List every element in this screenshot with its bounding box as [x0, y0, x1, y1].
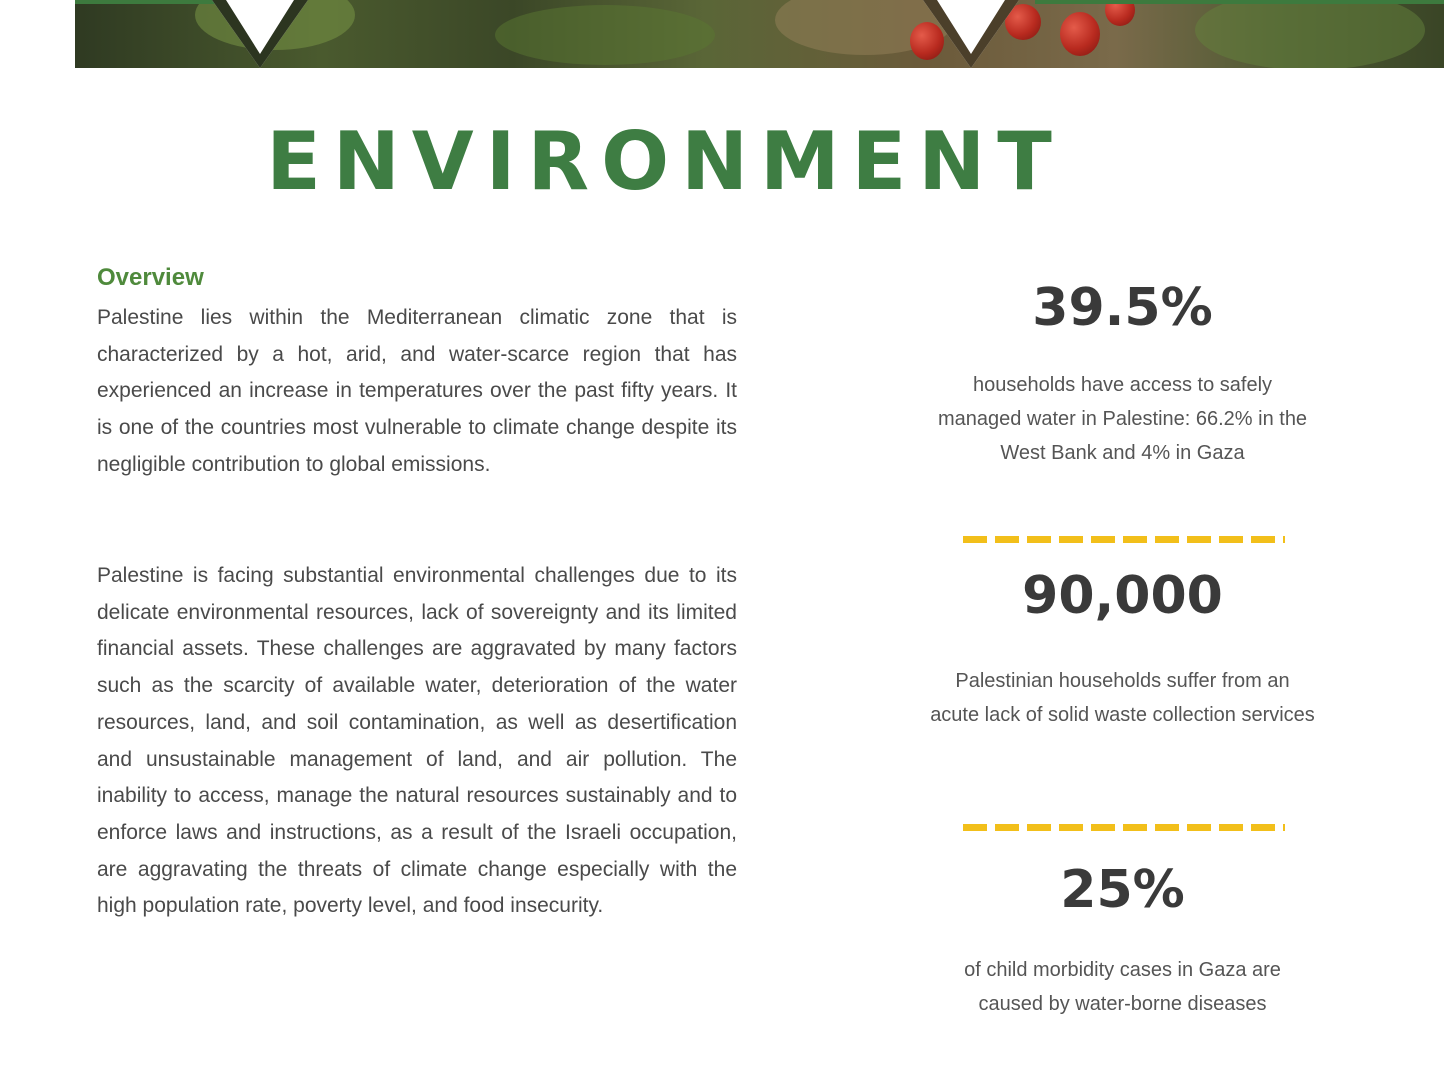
stat-waste-collection-value: 90,000	[1022, 566, 1223, 626]
stat-divider	[963, 824, 1285, 831]
overview-paragraph-1: Palestine lies within the Mediterranean climatic zone that is characterized by a hot, arid, and water-scarce region that has experienced an increase in temperatures over the past fifty years. It is one of the countries most vulnerable to climate change despite its negligible contribution to global emissions.	[97, 306, 737, 476]
header-photo-banner	[75, 0, 1444, 68]
stat-water-access-value: 39.5%	[1032, 278, 1213, 338]
stat-child-morbidity-description: of child morbidity cases in Gaza are caused by water-borne diseases	[964, 959, 1281, 1015]
overview-heading: Overview	[97, 264, 204, 291]
banner-notch-left-icon	[212, 0, 308, 68]
stat-water-access-description: households have access to safely managed water in Palestine: 66.2% in the West Bank and 4% in Gaza	[937, 374, 1308, 464]
stat-child-morbidity-value: 25%	[1060, 860, 1185, 920]
stat-divider	[963, 536, 1285, 543]
banner-notch-right-icon	[923, 0, 1019, 68]
stat-waste-collection-description: Palestinian households suffer from an acute lack of solid waste collection services	[930, 670, 1315, 726]
page-title: ENVIRONMENT	[266, 115, 1064, 208]
overview-paragraph-2: Palestine is facing substantial environmental challenges due to its delicate environmental resources, lack of sovereignty and its limited financial assets. These challenges are aggravated by many factors such as the scarcity of available water, deterioration of the water resources, land, and soil contamination, as well as desertification and unsustainable management of land, and air pollution. The inability to access, manage the natural resources sustainably and to enforce laws and instructions, as a result of the Israeli occupation, are aggravating the threats of climate change especially with the high population rate, poverty level, and food insecurity.	[97, 564, 737, 918]
